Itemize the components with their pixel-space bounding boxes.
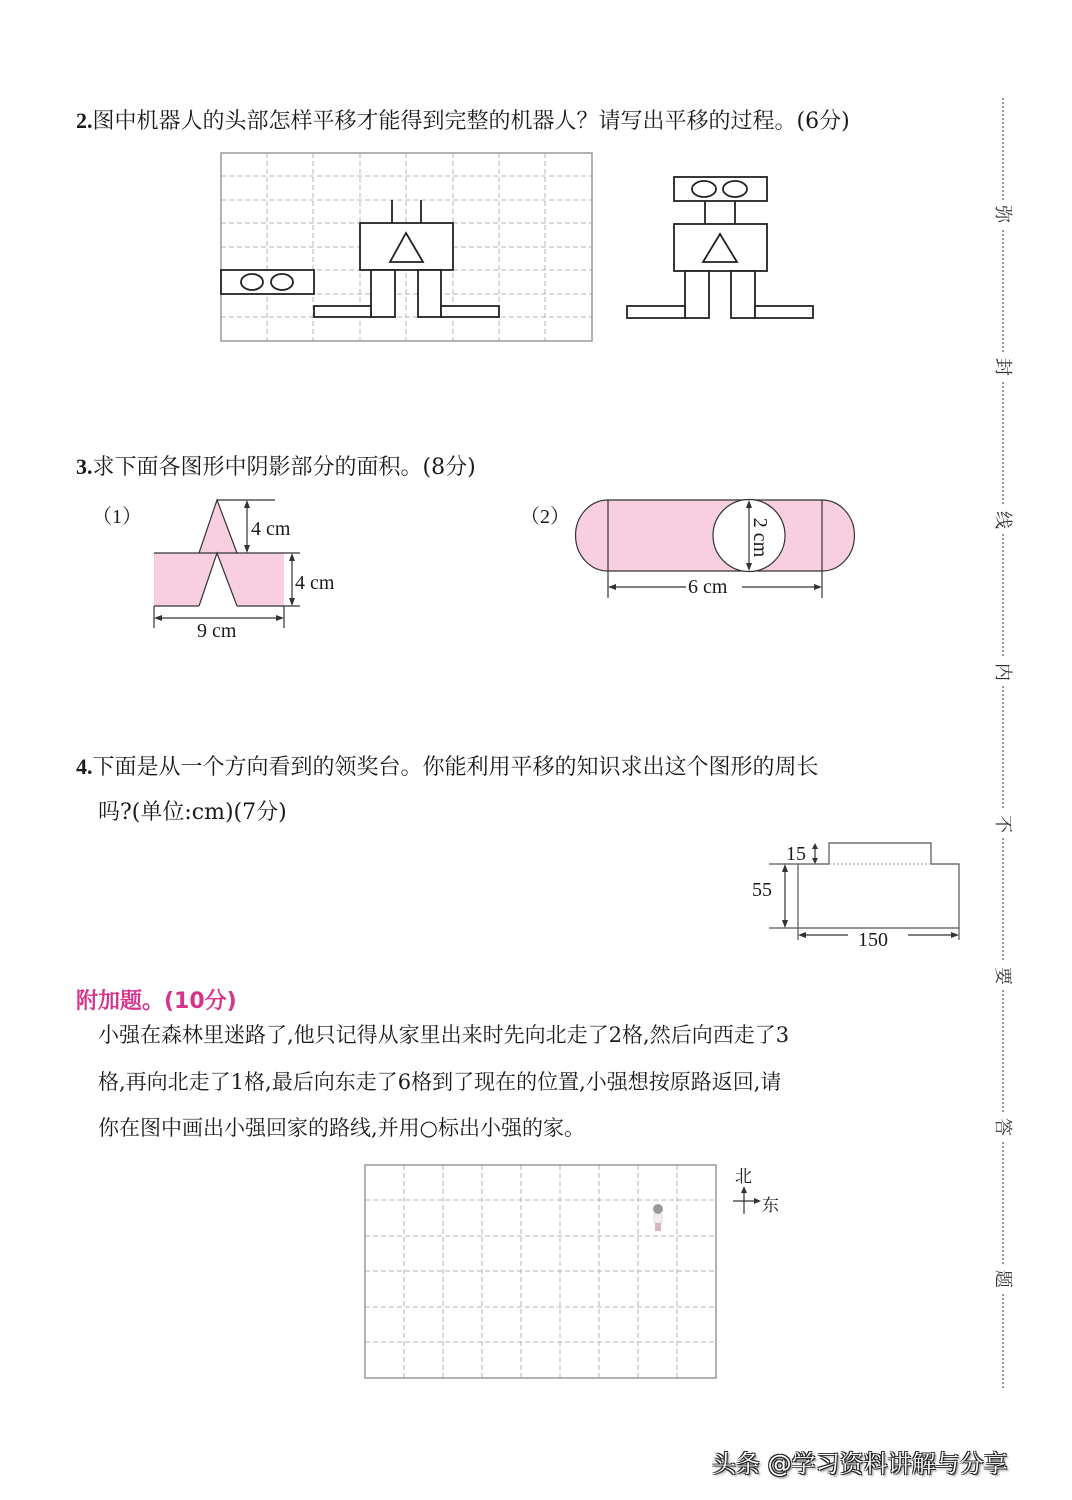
fig2-diameter: 2 cm [749,517,772,558]
boy-icon [653,1204,663,1231]
question-text: 求下面各图形中阴影部分的面积。(8分) [92,455,476,480]
margin-char: 内 [988,658,1016,686]
question-number: 2. [76,108,93,133]
bonus-title: 附加题。(10分) [76,989,237,1014]
map-grid [365,1165,716,1378]
fig1-width: 9 cm [197,620,237,642]
podium-top-step: 15 [786,843,806,865]
fig2-length: 6 cm [688,576,728,598]
podium-height: 55 [752,879,772,901]
margin-char: 线 [988,506,1016,534]
margin-char: 弥 [988,200,1016,228]
question-4-line1 [76,756,819,779]
margin-char: 答 [988,1113,1016,1141]
margin-char: 封 [988,353,1016,381]
bonus-line-3: 你在图中画出小强回家的路线,并用○标出小强的家。 [98,1116,585,1140]
margin-char: 不 [988,810,1016,838]
question-number: 4. [76,754,93,779]
robot-head-detached [221,270,314,294]
robot-complete [627,177,813,318]
bonus-line-2: 格,再向北走了1格,最后向东走了6格到了现在的位置,小强想按原路返回,请 [98,1070,782,1094]
question-text: 图中机器人的头部怎样平移才能得到完整的机器人？请写出平移的过程。(6分) [92,109,850,134]
margin-char: 要 [988,962,1016,990]
compass-north: 北 [735,1167,752,1187]
watermark: 头条 @学习资料讲解与分享 [712,1450,1008,1478]
margin-char: 题 [988,1265,1016,1293]
question-3 [76,456,476,479]
fig1-top-height: 4 cm [251,518,291,540]
figure-1-label: （1） [92,506,142,528]
compass-east: 东 [762,1196,779,1216]
fig1-rect-height: 4 cm [295,572,335,594]
question-text: 下面是从一个方向看到的领奖台。你能利用平移的知识求出这个图形的周长 [92,755,819,780]
question-number: 3. [76,454,93,479]
question-4-line2: 吗?(单位:cm)(7分) [98,800,287,825]
figure-2-label: （2） [520,506,570,528]
seal-line [1002,98,1004,1388]
bonus-line-1: 小强在森林里迷路了,他只记得从家里出来时先向北走了2格,然后向西走了3 [98,1023,790,1047]
podium-width: 150 [858,929,888,951]
